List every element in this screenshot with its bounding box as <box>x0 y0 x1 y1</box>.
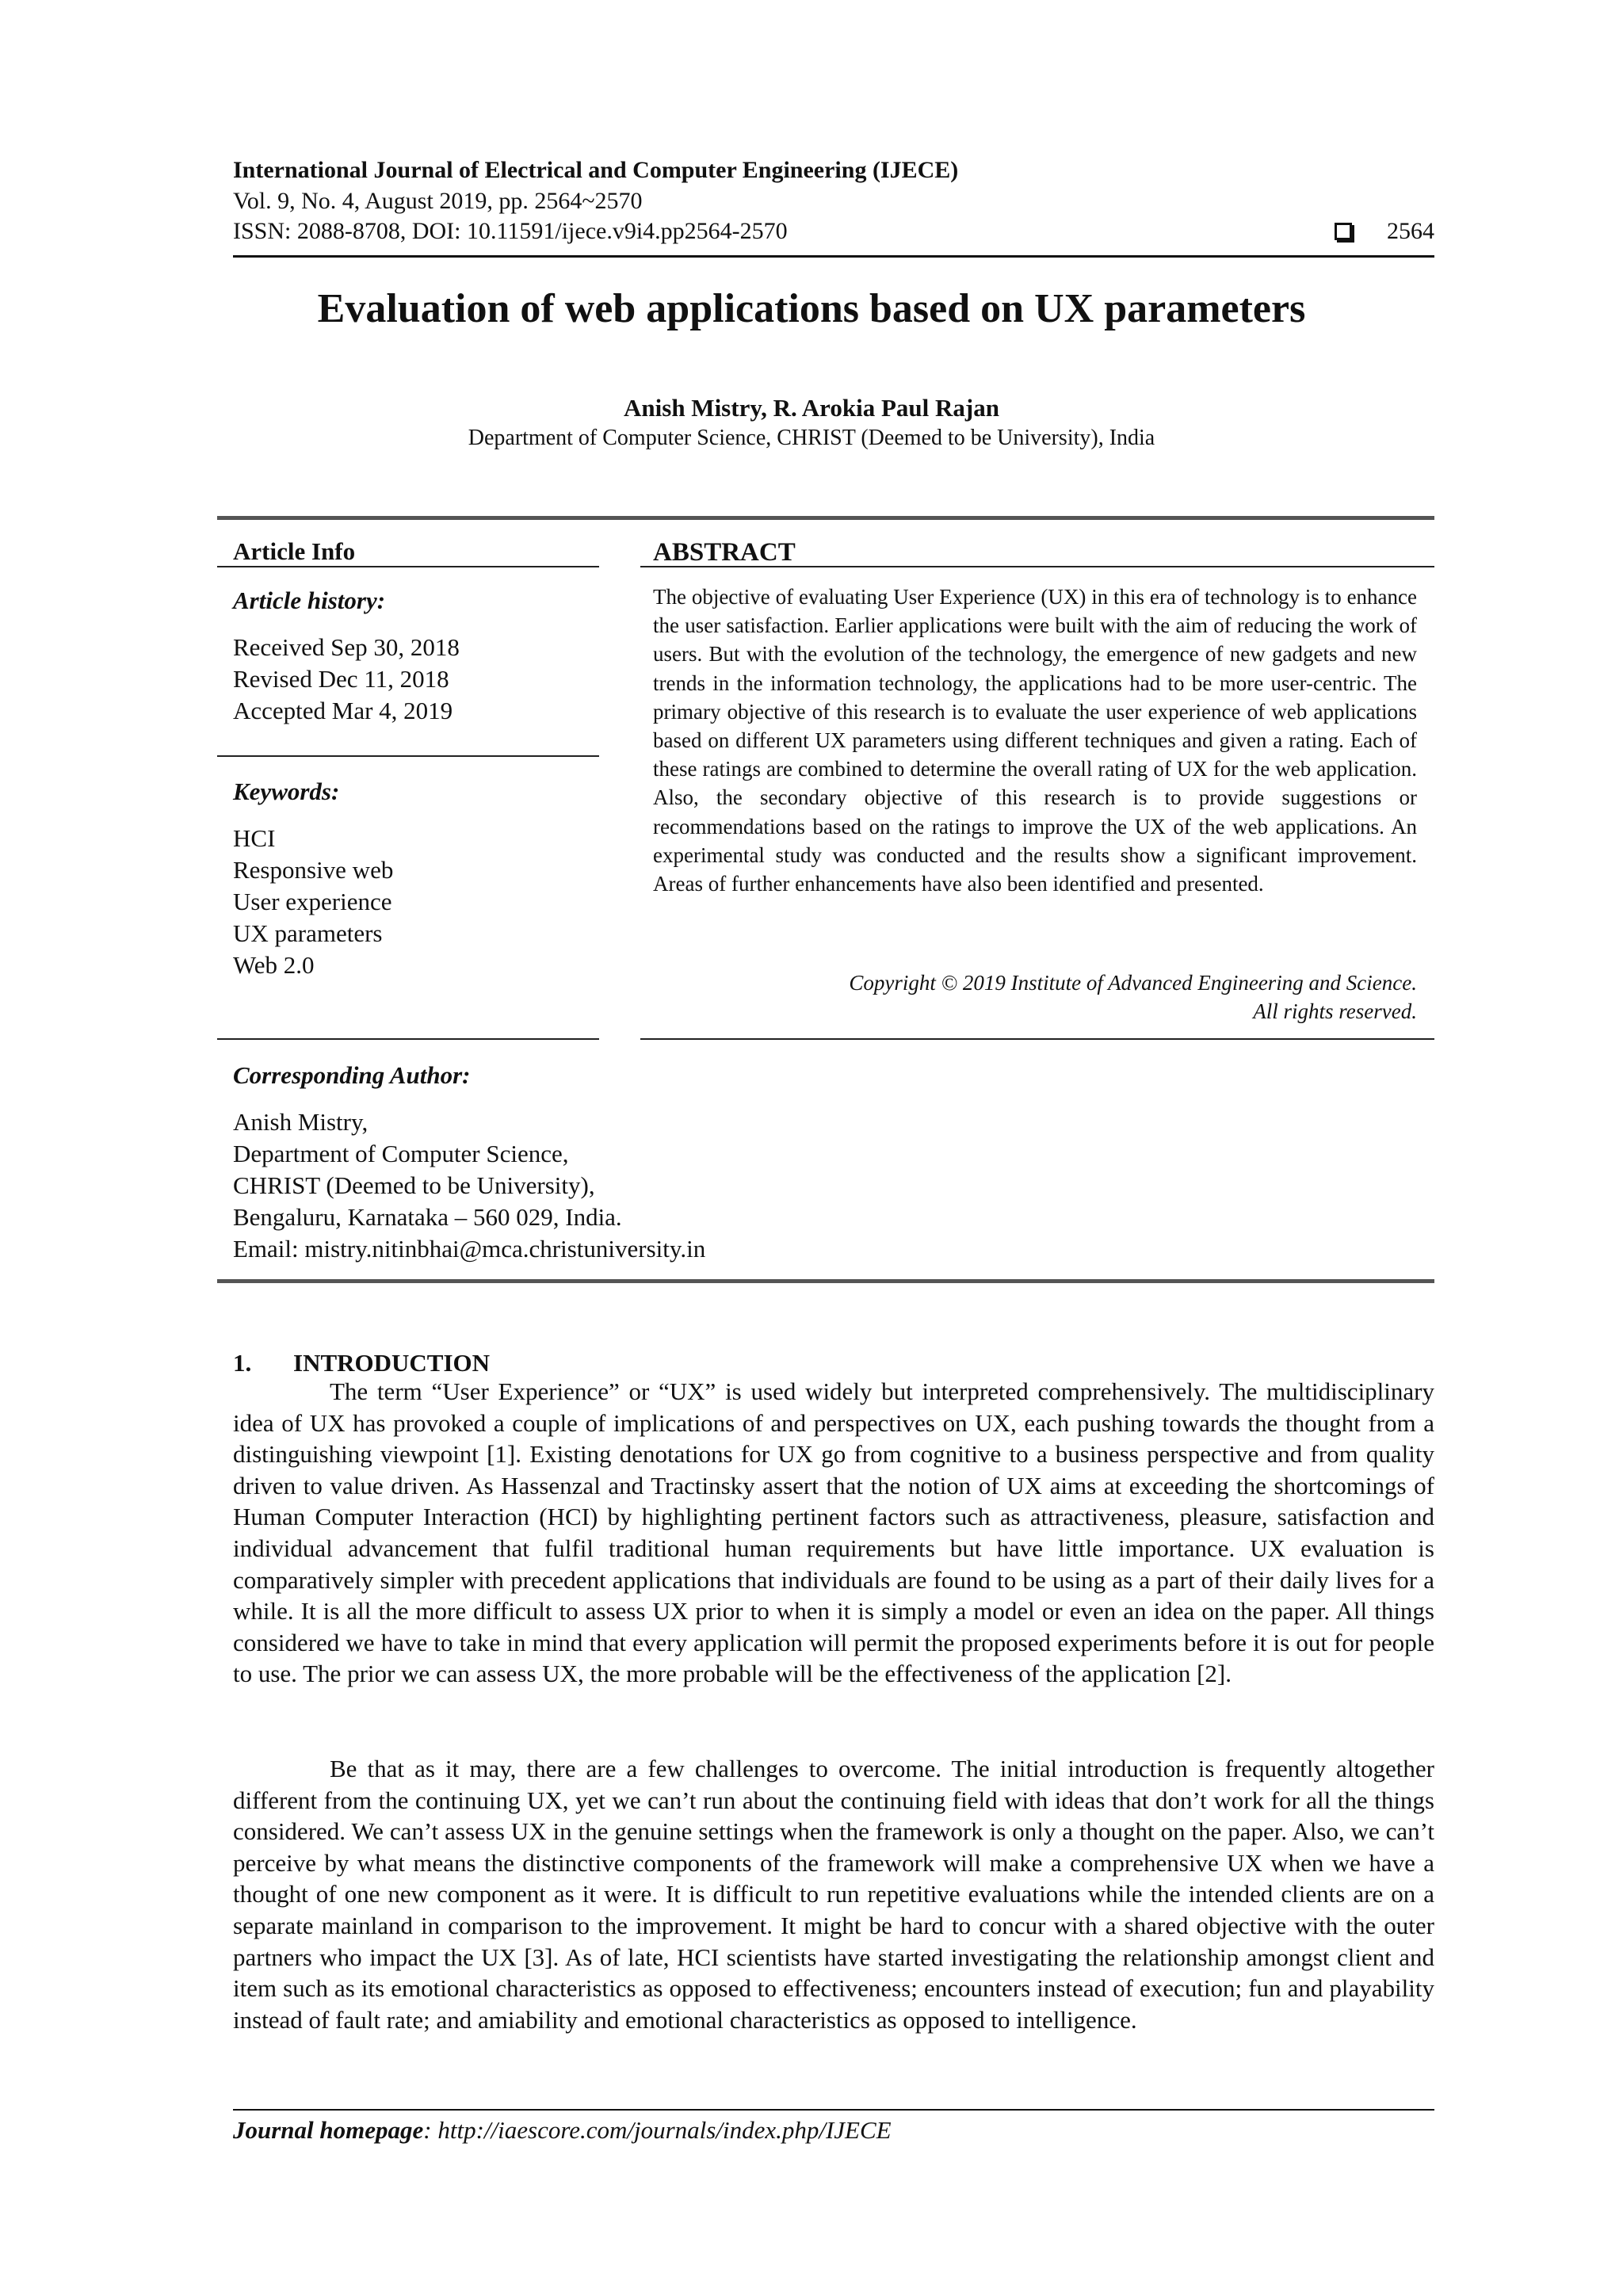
journal-homepage <box>233 2115 892 2146</box>
corresponding-heading: Corresponding Author: <box>233 1061 471 1089</box>
abstract-bottom-rule <box>640 1038 1434 1040</box>
author-department: Department of Computer Science, <box>233 1140 569 1167</box>
keywords-heading: Keywords: <box>233 777 340 805</box>
section-title: INTRODUCTION <box>293 1349 491 1377</box>
info-box-top-rule <box>217 516 1434 520</box>
article-history <box>233 632 598 727</box>
header-rule <box>233 255 1434 258</box>
history-received: Received Sep 30, 2018 <box>233 633 460 661</box>
keywords-rule <box>217 1038 599 1040</box>
homepage-url: : http://iaescore.com/journals/index.php/IJECE <box>423 2116 892 2144</box>
paper-title: Evaluation of web applications based on UX parameters <box>317 286 1306 331</box>
square-box-icon <box>1335 223 1352 240</box>
article-info-heading: Article Info <box>233 537 356 565</box>
intro-paragraph-1: The term “User Experience” or “UX” is used widely but interpreted comprehensively. The multidisciplinary idea of UX has provoked a couple of implications of and perspectives on UX, each pushing towards the thought from a distinguishing viewpoint [1]. Existing denotations for UX go from cognitive to a business perspective and from quality driven to value driven. As Hassenzal and Tractinsky assert that the notion of UX aims at exceeding the shortcomings of Human Computer Interaction (HCI) by highlighting pertinent factors such as attractiveness, pleasure, satisfaction and individual advancement that fulfil traditional human requirements but have little importance. UX evaluation is comparatively simpler with precedent applications that individuals are found to be using as a part of their daily lives for a while. It is all the more difficult to assess UX prior to when it is simply a model or even an idea on the paper. All things considered we have to take in mind that every application will permit the proposed experiments before it is out for people to use. The prior we can assess UX, the more probable will be the effectiveness of the application [2]. <box>233 1377 1434 1688</box>
footer-rule <box>233 2109 1434 2111</box>
abstract-text: The objective of evaluating User Experience (UX) in this era of technology is to enhance the user satisfaction. Earlier applications were built with the aim of reducing the work of users. But with the evolution of the technology, the emergence of new gadgets and new trends in the information technology, the applications had to be more user-centric. The primary objective of this research is to evaluate the user experience of web applications based on different UX parameters using different techniques and given a rating. Each of these ratings are combined to determine the overall rating of UX for the web application. Also, the secondary objective of this research is to provide suggestions or recommendations based on the ratings to improve the UX of the web applications. An experimental study was conducted and the results show a significant improvement. Areas of further enhancements have also been identified and presented. <box>653 585 1417 896</box>
history-heading: Article history: <box>233 586 386 614</box>
abstract-heading: ABSTRACT <box>653 538 796 567</box>
header-right <box>1335 216 1434 246</box>
author-name: Anish Mistry, <box>233 1108 369 1136</box>
history-revised: Revised Dec 11, 2018 <box>233 665 449 693</box>
paper-authors: Anish Mistry, R. Arokia Paul Rajan <box>624 394 999 422</box>
keywords-list <box>233 823 598 981</box>
keyword-item: UX parameters <box>233 919 383 947</box>
keyword-item: Responsive web <box>233 856 394 884</box>
running-header <box>233 155 1434 246</box>
intro-paragraph-2: Be that as it may, there are a few challenges to overcome. The initial introduction is frequently altogether different from the continuing UX, yet we can’t run about the continuing field with ideas that don’t work for all the things considered. We can’t assess UX in the genuine settings when the framework is only a thought on the paper. Also, we can’t perceive by what means the distinctive components of the framework will make a comprehensive UX when we have a thought of one new component as it were. It is difficult to run repetitive evaluations while the intended clients are on a separate mainland in comparison to the improvement. It might be hard to concur with a shared objective with the outer partners who impact the UX [3]. As of late, HCI scientists have started investigating the relationship amongst client and item such as its emotional characteristics as opposed to effectiveness; encounters instead of execution; fun and playability instead of fault rate; and amiability and emotional characteristics as opposed to intelligence. <box>233 1755 1434 2034</box>
keyword-item: HCI <box>233 824 276 852</box>
issn-doi: ISSN: 2088-8708, DOI: 10.11591/ijece.v9i4.pp2564-2570 <box>233 218 788 244</box>
history-accepted: Accepted Mar 4, 2019 <box>233 697 453 724</box>
page-number: 2564 <box>1387 218 1434 244</box>
section-number: 1. <box>233 1349 252 1377</box>
keyword-item: User experience <box>233 888 392 915</box>
header-row <box>233 216 1434 246</box>
section-heading <box>233 1347 490 1379</box>
author-address: Bengaluru, Karnataka – 560 029, India. <box>233 1203 622 1231</box>
author-institution: CHRIST (Deemed to be University), <box>233 1171 595 1199</box>
corresponding-author <box>233 1106 946 1265</box>
paper-affiliation: Department of Computer Science, CHRIST (Deemed to be University), India <box>468 426 1155 450</box>
journal-volume: Vol. 9, No. 4, August 2019, pp. 2564~2570 <box>233 188 643 214</box>
author-email: Email: mistry.nitinbhai@mca.christuniversity.in <box>233 1235 706 1263</box>
info-box-bottom-rule <box>217 1279 1434 1283</box>
history-rule <box>217 755 599 757</box>
homepage-label: Journal homepage <box>233 2116 424 2144</box>
keyword-item: Web 2.0 <box>233 951 315 979</box>
journal-name: International Journal of Electrical and Computer Engineering (IJECE) <box>233 157 959 183</box>
copyright-line: Copyright © 2019 Institute of Advanced Engineering and Science. <box>849 971 1417 995</box>
rights-line: All rights reserved. <box>1253 999 1417 1023</box>
copyright-notice <box>653 968 1417 1026</box>
